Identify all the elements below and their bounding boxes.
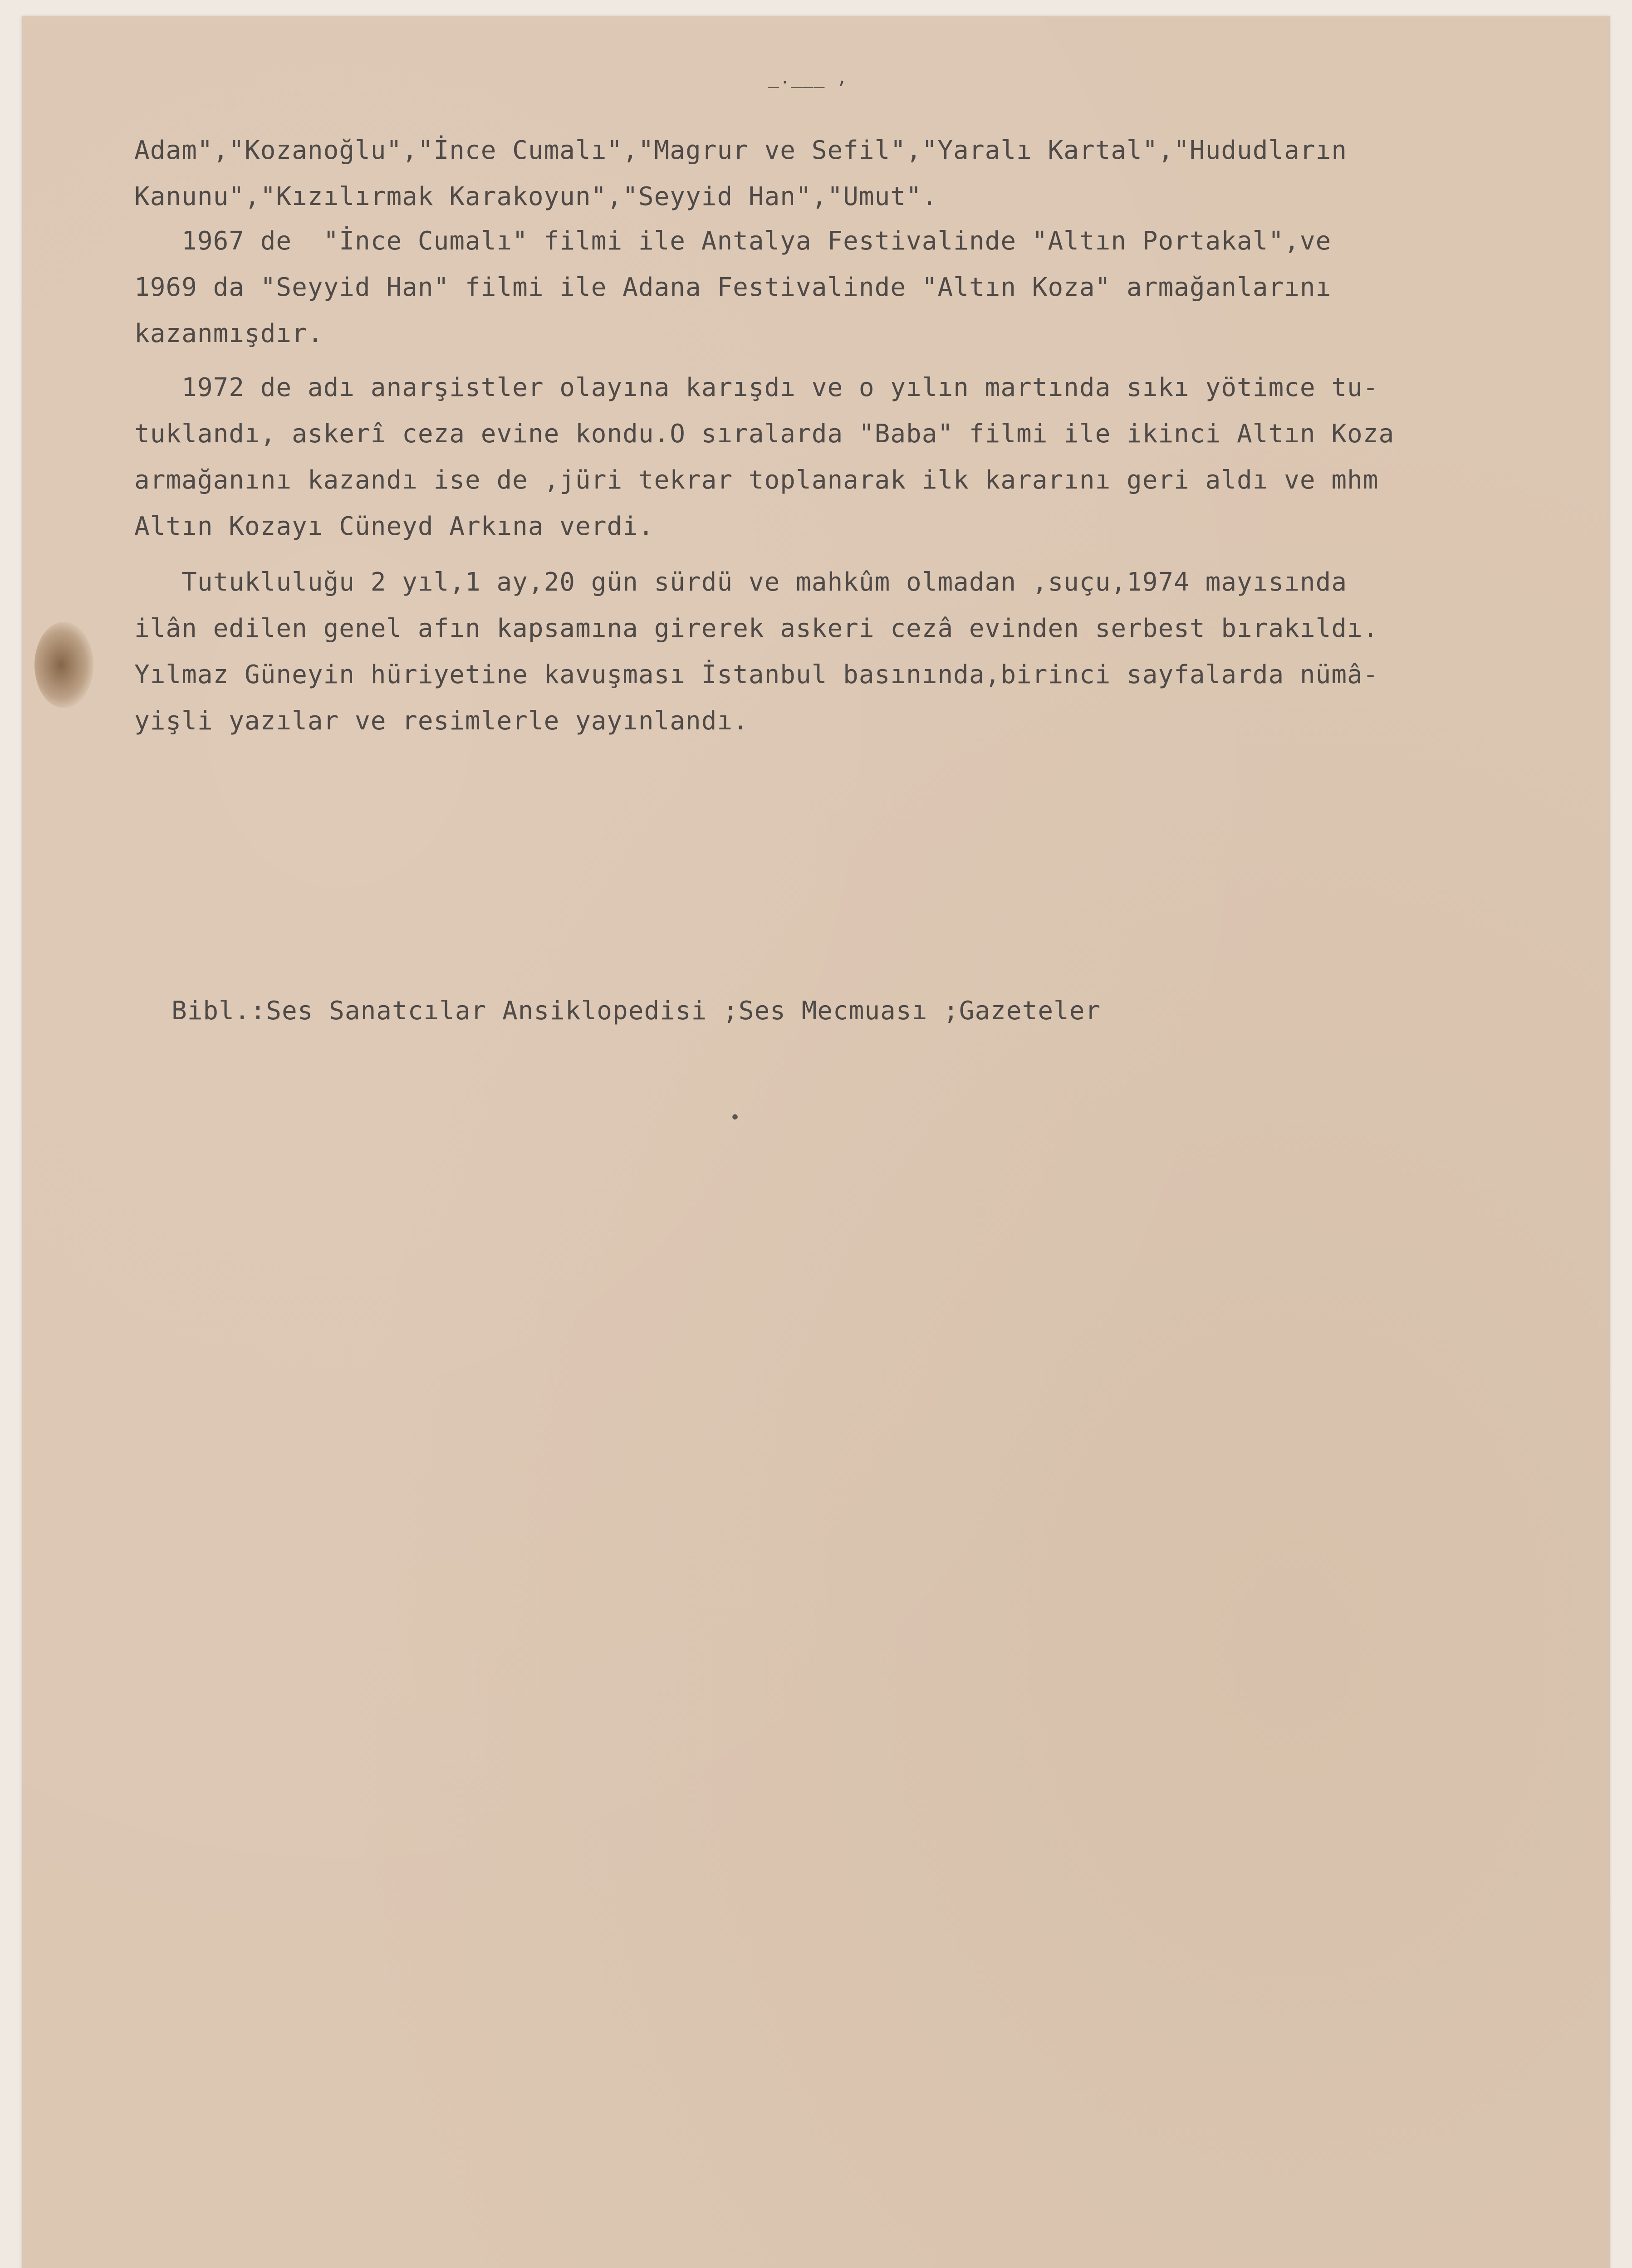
text-line: Tutukluluğu 2 yıl,1 ay,20 gün sürdü ve mahkûm olmadan ,suçu,1974 mayısında [134, 567, 1348, 597]
text-line: Yılmaz Güneyin hüriyetine kavuşması İstanbul basınında,birinci sayfalarda nümâ- [134, 660, 1379, 689]
bibliography: Bibl.:Ses Sanatcılar Ansiklopedisi ;Ses Mecmuası ;Gazeteler [172, 996, 1101, 1026]
text-line: tuklandı, askerî ceza evine kondu.O sıralarda "Baba" filmi ile ikinci Altın Koza [134, 419, 1395, 449]
text-line: kazanmışdır. [134, 319, 323, 348]
text-line: ilân edilen genel afın kapsamına girerek askeri cezâ evinden serbest bırakıldı. [134, 614, 1379, 643]
text-line: 1969 da "Seyyid Han" filmi ile Adana Festivalinde "Altın Koza" armağanlarını [134, 273, 1332, 302]
text-line: Altın Kozayı Cüneyd Arkına verdi. [134, 512, 654, 541]
text-line: 1972 de adı anarşistler olayına karışdı ve o yılın martında sıkı yötimce tu- [134, 373, 1379, 402]
paragraph-arrest [134, 365, 1394, 550]
paragraph-awards [134, 218, 1331, 357]
text-line: Adam","Kozanoğlu","İnce Cumalı","Magrur ve Sefil","Yaralı Kartal","Hududların [134, 136, 1348, 165]
ink-dot: • [730, 1107, 741, 1128]
page-mark: _.___ , [768, 67, 848, 88]
text-line: 1967 de "İnce Cumalı" filmi ile Antalya Festivalinde "Altın Portakal",ve [134, 226, 1332, 256]
paragraph-release [134, 559, 1378, 744]
coffee-stain [34, 622, 93, 708]
paragraph-filmography [134, 127, 1347, 220]
text-line: Kanunu","Kızılırmak Karakoyun","Seyyid Han","Umut". [134, 182, 938, 211]
text-line: armağanını kazandı ise de ,jüri tekrar toplanarak ilk kararını geri aldı ve mhm [134, 465, 1379, 495]
text-line: yişli yazılar ve resimlerle yayınlandı. [134, 706, 749, 736]
typewritten-page [22, 16, 1610, 2268]
